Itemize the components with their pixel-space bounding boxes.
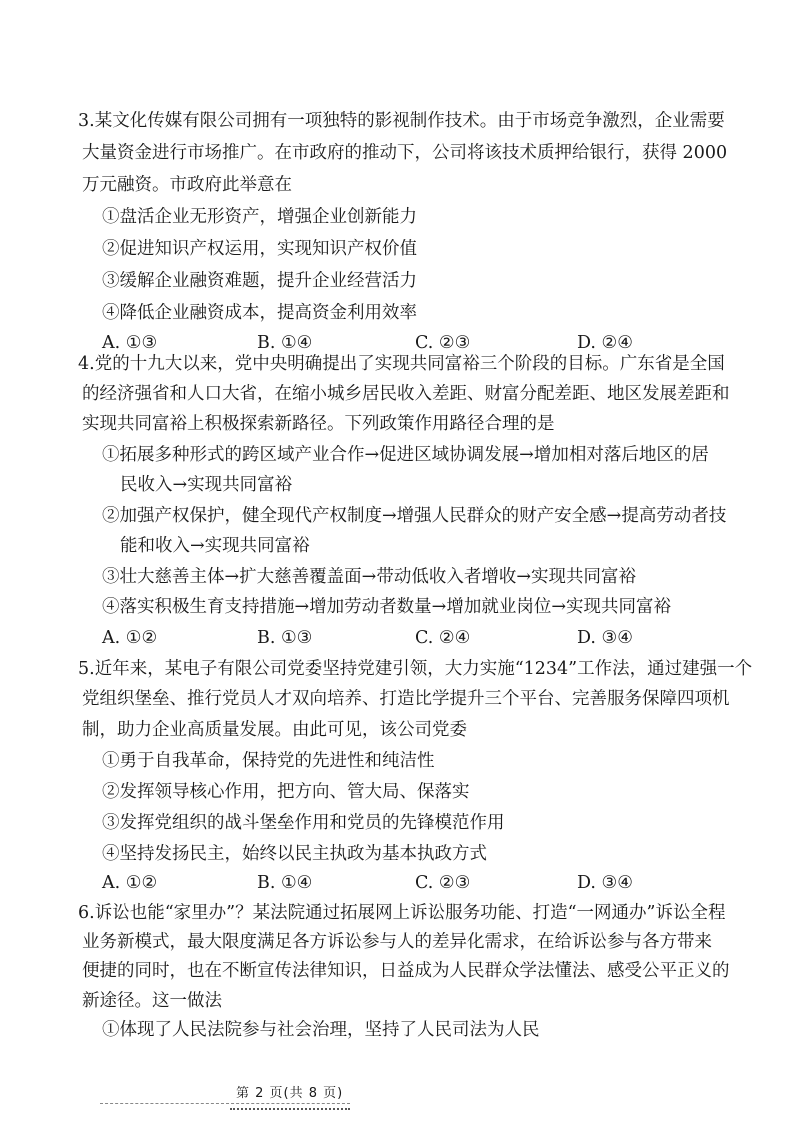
answer-options xyxy=(102,872,722,894)
option-c: C. ②④ xyxy=(415,628,471,648)
option-c: C. ②③ xyxy=(415,873,471,893)
question-stem-line: 实现共同富裕上积极探索新路径。下列政策作用路径合理的是 xyxy=(82,414,555,434)
option-b: B. ①④ xyxy=(257,873,313,893)
question-stem-line: 6.诉讼也能“家里办”？某法院通过拓展网上诉讼服务功能、打造“一网通办”诉讼全程 xyxy=(78,903,726,923)
statement-item-continued: 民收入→实现共同富裕 xyxy=(120,475,293,495)
option-d: D. ③④ xyxy=(577,873,633,893)
answer-options xyxy=(102,332,722,354)
option-a: A. ①③ xyxy=(102,333,158,353)
question-stem-line: 的经济强省和人口大省，在缩小城乡居民收入差距、财富分配差距、地区发展差距和 xyxy=(82,384,730,404)
statement-item: ①盘活企业无形资产，增强企业创新能力 xyxy=(102,207,417,227)
question-stem-line: 3.某文化传媒有限公司拥有一项独特的影视制作技术。由于市场竞争激烈，企业需要 xyxy=(78,111,725,131)
option-b: B. ①④ xyxy=(257,333,313,353)
option-d: D. ③④ xyxy=(577,628,633,648)
question-stem-line: 制，助力企业高质量发展。由此可见，该公司党委 xyxy=(82,720,467,740)
option-c: C. ②③ xyxy=(415,333,471,353)
statement-item: ③缓解企业融资难题，提升企业经营活力 xyxy=(102,271,417,291)
page-number: 第 2 页(共 8 页) xyxy=(236,1086,344,1101)
question-stem-line: 新途径。这一做法 xyxy=(82,991,222,1011)
question-stem-line: 业务新模式，最大限度满足各方诉讼参与人的差异化需求，在给诉讼参与各方带来 xyxy=(82,932,712,952)
answer-options xyxy=(102,627,722,649)
option-a: A. ①② xyxy=(102,873,158,893)
question-stem-line: 党组织堡垒、推行党员人才双向培养、打造比学提升三个平台、完善服务保障四项机 xyxy=(82,689,730,709)
statement-item: ④落实积极生育支持措施→增加劳动者数量→增加就业岗位→实现共同富裕 xyxy=(102,597,671,617)
option-d: D. ②④ xyxy=(577,333,633,353)
question-stem-line: 万元融资。市政府此举意在 xyxy=(82,175,292,195)
statement-item: ④坚持发扬民主，始终以民主执政为基本执政方式 xyxy=(102,844,487,864)
statement-item: ①勇于自我革命，保持党的先进性和纯洁性 xyxy=(102,751,435,771)
question-stem-line: 5.近年来，某电子有限公司党委坚持党建引领，大力实施“1234”工作法，通过建强一个 xyxy=(78,659,753,679)
question-stem-line: 4.党的十九大以来，党中央明确提出了实现共同富裕三个阶段的目标。广东省是全国 xyxy=(78,354,725,374)
question-stem-line: 便捷的同时，也在不断宣传法律知识，日益成为人民群众学法懂法、感受公平正义的 xyxy=(82,961,730,981)
question-stem-line: 大量资金进行市场推广。在市政府的推动下，公司将该技术质押给银行，获得 2000 xyxy=(82,143,728,163)
option-b: B. ①③ xyxy=(257,628,313,648)
statement-item: ①拓展多种形式的跨区域产业合作→促进区域协调发展→增加相对落后地区的居 xyxy=(102,445,709,465)
statement-item: ②促进知识产权运用，实现知识产权价值 xyxy=(102,239,417,259)
statement-item: ①体现了人民法院参与社会治理，坚持了人民司法为人民 xyxy=(102,1020,540,1040)
statement-item: ③发挥党组织的战斗堡垒作用和党员的先锋模范作用 xyxy=(102,813,505,833)
option-a: A. ①② xyxy=(102,628,158,648)
statement-item-continued: 能和收入→实现共同富裕 xyxy=(120,536,310,556)
footer-wavy-underline xyxy=(230,1104,350,1110)
statement-item: ③壮大慈善主体→扩大慈善覆盖面→带动低收入者增收→实现共同富裕 xyxy=(102,567,636,587)
statement-item: ②发挥领导核心作用，把方向、管大局、保落实 xyxy=(102,782,470,802)
statement-item: ④降低企业融资成本，提高资金利用效率 xyxy=(102,303,417,323)
statement-item: ②加强产权保护，健全现代产权制度→增强人民群众的财产安全感→提高劳动者技 xyxy=(102,506,727,526)
